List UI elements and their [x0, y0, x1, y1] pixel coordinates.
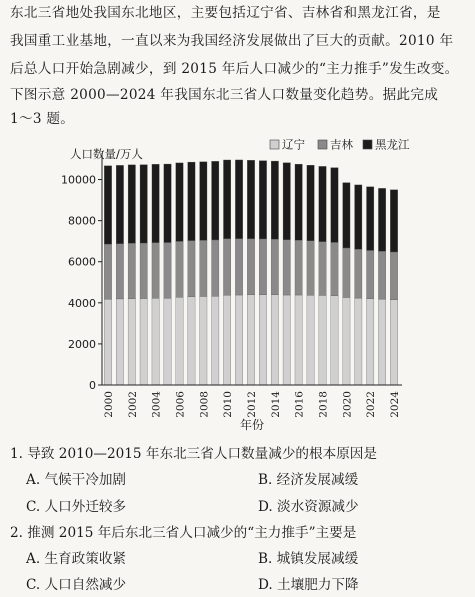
x-tick-label: 2010 — [222, 391, 235, 418]
bar-2001-series-1 — [116, 244, 123, 299]
bar-2017-series-0 — [307, 295, 314, 385]
bar-2011-series-2 — [235, 160, 242, 239]
bar-2008-series-0 — [200, 296, 207, 385]
y-tick-label: 8000 — [68, 214, 96, 228]
question-2-option-c[interactable]: C. 人口自然减少 — [26, 577, 127, 593]
bar-2007-series-1 — [188, 241, 195, 297]
bar-2009-series-2 — [212, 161, 219, 240]
bar-2000-series-0 — [104, 299, 111, 385]
bar-2006-series-0 — [176, 297, 183, 385]
bar-2016-series-0 — [295, 295, 302, 385]
question-1-stem: 1. 导致 2010—2015 年东北三省人口数量减少的根本原因是 — [10, 446, 377, 462]
bar-2024-series-0 — [390, 300, 397, 385]
x-tick-label: 2020 — [341, 391, 354, 418]
x-tick-label: 2016 — [293, 391, 306, 418]
question-2-option-b[interactable]: B. 城镇发展减缓 — [258, 551, 359, 567]
bar-2003-series-1 — [140, 243, 147, 298]
bar-2013-series-2 — [259, 161, 266, 239]
intro-line-2: 我国重工业基地，一直以来为我国经济发展做出了巨大的贡献。2010 年 — [10, 33, 454, 49]
x-tick-label: 2012 — [246, 391, 258, 418]
bar-2021-series-1 — [355, 249, 362, 298]
bar-2009-series-0 — [212, 296, 219, 385]
bar-2020-series-1 — [343, 248, 350, 298]
y-tick-label: 0 — [89, 379, 96, 392]
intro-line-3: 后总人口开始急剧减少，到 2015 年后人口减少的“主力推手”发生改变。 — [10, 61, 459, 77]
bar-2014-series-0 — [271, 295, 278, 385]
bar-2000-series-1 — [104, 244, 111, 299]
population-stacked-bar-chart — [0, 132, 475, 434]
bar-2015-series-2 — [283, 163, 290, 240]
x-tick-label: 2002 — [126, 391, 139, 418]
bar-2010-series-2 — [223, 160, 230, 239]
x-tick-label: 2000 — [102, 391, 115, 418]
bar-2011-series-1 — [235, 239, 242, 295]
bar-2019-series-2 — [331, 168, 338, 243]
bar-2008-series-2 — [200, 162, 207, 241]
bar-2003-series-0 — [140, 299, 147, 386]
intro-line-4: 下图示意 2000—2024 年我国东北三省人口数量变化趋势。据此完成 — [10, 87, 439, 103]
bar-2007-series-0 — [188, 297, 195, 385]
bar-2022-series-2 — [367, 187, 374, 251]
bar-2012-series-1 — [247, 239, 254, 295]
bar-2002-series-2 — [128, 165, 135, 243]
bar-2014-series-1 — [271, 239, 278, 295]
bar-2015-series-0 — [283, 295, 290, 385]
bar-2004-series-1 — [152, 243, 159, 299]
bar-2022-series-1 — [367, 250, 374, 298]
bar-2019-series-1 — [331, 242, 338, 295]
bar-2019-series-0 — [331, 296, 338, 385]
question-2-stem: 2. 推测 2015 年后东北三省人口减少的“主力推手”主要是 — [10, 525, 357, 541]
intro-line-1: 东北三省地处我国东北地区，主要包括辽宁省、吉林省和黑龙江省，是 — [10, 5, 441, 21]
bar-2006-series-2 — [176, 163, 183, 241]
bar-2012-series-0 — [247, 295, 254, 385]
x-tick-label: 2008 — [198, 391, 211, 418]
chart-legend — [270, 138, 410, 152]
bar-2018-series-1 — [319, 242, 326, 296]
y-tick-label: 6000 — [68, 255, 96, 269]
bar-2006-series-1 — [176, 241, 183, 297]
question-1-option-a[interactable]: A. 气候干冷加剧 — [26, 472, 127, 488]
bar-2023-series-1 — [378, 251, 385, 299]
bar-2023-series-0 — [378, 299, 385, 385]
y-tick-label: 10000 — [61, 173, 96, 187]
legend-label: 黑龙江 — [375, 137, 410, 152]
bar-2003-series-2 — [140, 165, 147, 243]
bar-2013-series-1 — [259, 239, 266, 295]
x-tick-label: 2004 — [150, 391, 163, 418]
bar-2018-series-2 — [319, 166, 326, 241]
x-axis-label: 年份 — [239, 418, 265, 432]
bar-2016-series-2 — [295, 164, 302, 240]
y-tick-label: 4000 — [68, 296, 96, 310]
bar-2009-series-1 — [212, 240, 219, 296]
bar-2022-series-0 — [367, 299, 374, 385]
bar-2010-series-1 — [223, 239, 230, 295]
bar-2000-series-2 — [104, 166, 111, 244]
bar-2024-series-1 — [390, 252, 397, 300]
bar-2021-series-0 — [355, 298, 362, 385]
bar-2004-series-0 — [152, 298, 159, 385]
question-1-option-c[interactable]: C. 人口外迁较多 — [26, 499, 127, 515]
bar-2017-series-2 — [307, 165, 314, 241]
bar-2012-series-2 — [247, 160, 254, 238]
x-tick-label: 2022 — [365, 391, 378, 418]
y-tick-label: 2000 — [68, 337, 96, 351]
question-1-option-b[interactable]: B. 经济发展减缓 — [258, 472, 359, 488]
bar-2005-series-1 — [164, 243, 171, 299]
bar-2010-series-0 — [223, 295, 230, 385]
bar-2004-series-2 — [152, 164, 159, 242]
bar-2021-series-2 — [355, 185, 362, 249]
x-tick-label: 2014 — [269, 391, 282, 418]
bar-2015-series-1 — [283, 240, 290, 295]
bar-2018-series-0 — [319, 295, 326, 385]
question-2-option-d[interactable]: D. 土壤肥力下降 — [258, 577, 359, 593]
question-2-option-a[interactable]: A. 生育政策收紧 — [26, 551, 127, 567]
bar-2008-series-1 — [200, 240, 207, 296]
bar-2011-series-0 — [235, 295, 242, 385]
bar-2002-series-0 — [128, 299, 135, 385]
x-tick-label: 2024 — [389, 391, 402, 418]
legend-label: 吉林 — [330, 137, 353, 152]
bar-2007-series-2 — [188, 162, 195, 240]
bar-2023-series-2 — [378, 188, 385, 251]
bar-2020-series-2 — [343, 183, 350, 248]
x-tick-label: 2006 — [174, 391, 187, 418]
question-1-option-d[interactable]: D. 淡水资源减少 — [258, 499, 359, 515]
bar-2017-series-1 — [307, 241, 314, 295]
legend-swatch — [270, 140, 279, 149]
legend-swatch — [318, 140, 327, 149]
bar-2016-series-1 — [295, 240, 302, 295]
bar-2020-series-0 — [343, 297, 350, 385]
bar-2001-series-0 — [116, 299, 123, 385]
y-axis — [61, 153, 102, 392]
x-tick-label: 2018 — [317, 391, 330, 418]
bar-2001-series-2 — [116, 165, 123, 243]
y-axis-label: 人口数量/万人 — [70, 147, 143, 161]
bar-group — [104, 160, 397, 385]
legend-label: 辽宁 — [282, 137, 305, 152]
bar-2002-series-1 — [128, 243, 135, 298]
bar-2014-series-2 — [271, 161, 278, 239]
x-axis — [102, 385, 402, 418]
bar-2013-series-0 — [259, 295, 266, 385]
bar-2005-series-0 — [164, 298, 171, 385]
bar-2005-series-2 — [164, 164, 171, 242]
legend-swatch — [363, 140, 372, 149]
bar-2024-series-2 — [390, 190, 397, 252]
intro-line-5: 1～3 题。 — [10, 111, 75, 127]
